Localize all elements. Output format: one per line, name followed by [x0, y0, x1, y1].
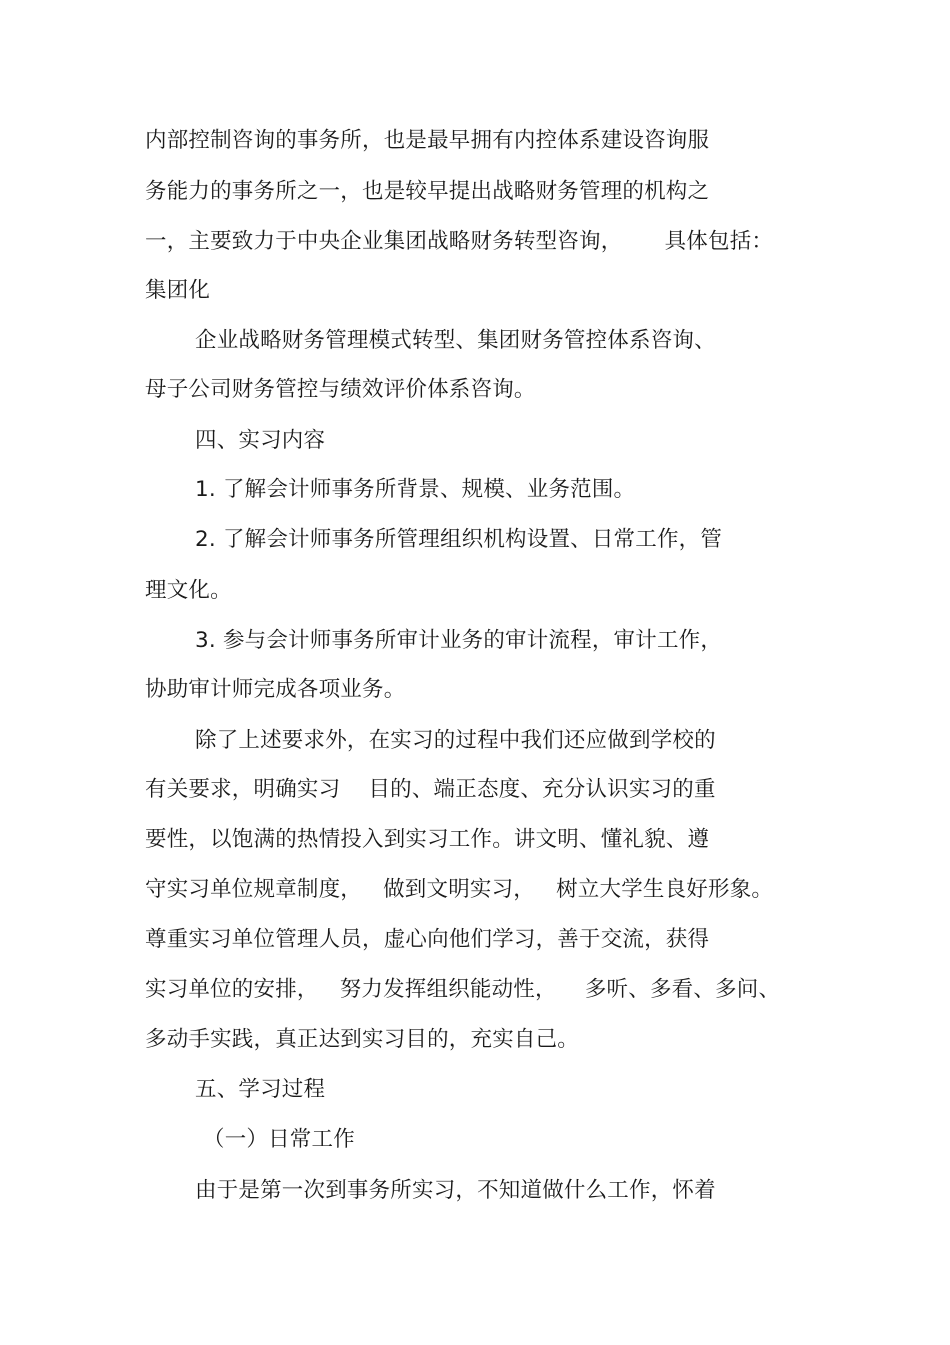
text-line: 集团化: [145, 278, 211, 303]
text-line: 有关要求，明确实习 目的、端正态度、充分认识实习的重: [145, 777, 716, 802]
text-line: 除了上述要求外，在实习的过程中我们还应做到学校的: [195, 728, 716, 753]
list-item: 2. 了解会计师事务所管理组织机构设置、日常工作，管: [195, 527, 723, 552]
text-line: 实习单位的安排， 努力发挥组织能动性， 多听、多看、多问、: [145, 977, 781, 1002]
list-item: 1. 了解会计师事务所背景、规模、业务范围。: [195, 477, 636, 502]
list-item: 3. 参与会计师事务所审计业务的审计流程，审计工作，: [195, 628, 723, 653]
text-line: 尊重实习单位管理人员，虚心向他们学习，善于交流，获得: [145, 927, 710, 952]
text-line: 协助审计师完成各项业务。: [145, 677, 406, 702]
text-line: 内部控制咨询的事务所，也是最早拥有内控体系建设咨询服: [145, 128, 710, 153]
text-line: 务能力的事务所之一，也是较早提出战略财务管理的机构之: [145, 179, 710, 204]
text-line: 要性，以饱满的热情投入到实习工作。讲文明、懂礼貌、遵: [145, 827, 710, 852]
text-line: 企业战略财务管理模式转型、集团财务管控体系咨询、: [195, 328, 716, 353]
text-line: 多动手实践，真正达到实习目的，充实自己。: [145, 1027, 580, 1052]
text-line: 母子公司财务管控与绩效评价体系咨询。: [145, 377, 536, 402]
subsection-heading: （一）日常工作: [203, 1127, 355, 1152]
text-line: 守实习单位规章制度， 做到文明实习， 树立大学生良好形象。: [145, 877, 774, 902]
text-line: 一，主要致力于中央企业集团战略财务转型咨询， 具体包括：: [145, 229, 774, 254]
text-line: 理文化。: [145, 578, 232, 603]
section-heading: 五、学习过程: [195, 1077, 326, 1102]
text-line: 由于是第一次到事务所实习，不知道做什么工作，怀着: [195, 1178, 716, 1203]
section-heading: 四、实习内容: [195, 428, 326, 453]
